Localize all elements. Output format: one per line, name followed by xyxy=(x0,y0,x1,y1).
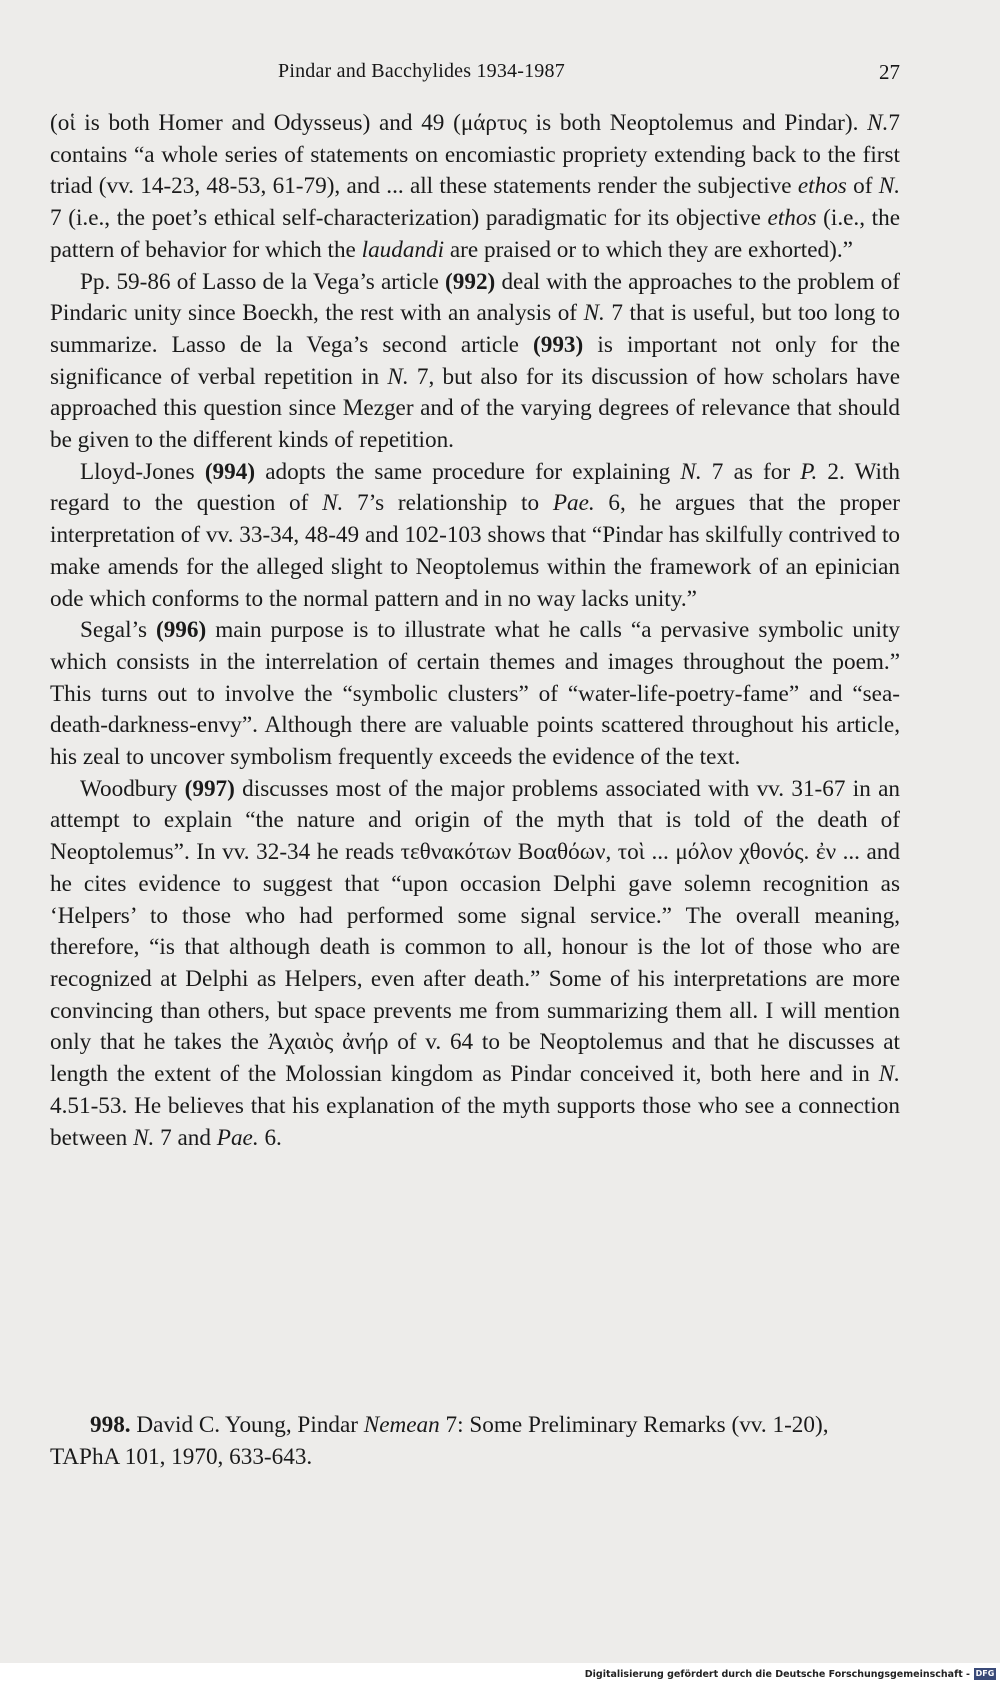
paragraph-2-run-7: N. xyxy=(322,490,344,517)
paragraph-2-run-5: P. xyxy=(800,458,818,485)
paragraph-1-run-8: 7, but also for its discussion of how scholars have approached this question since Mezger and of the varying degrees of relevance that should be given to the different kinds of repetition. xyxy=(50,363,900,454)
paragraph-0-run-9: laudandi xyxy=(361,236,445,263)
paragraph-2-run-1: (994) xyxy=(204,458,256,485)
paragraph-0-run-4: of xyxy=(846,173,879,200)
paragraph-0-run-2: 7 contains “a whole series of statements on encomiastic propriety extending back to the first triad (vv. 14-23, 48-53, 61-79), and ... all these statements render the subjective xyxy=(50,110,900,200)
paragraph-2-run-8: 7’s relationship to xyxy=(343,490,553,517)
paragraph-0-run-1: N. xyxy=(867,110,889,136)
paragraph-1-run-4: 7 that is useful, but too long to summarize. Lasso de la Vega’s second article xyxy=(50,300,900,358)
paragraph-segal xyxy=(50,615,900,774)
paragraph-4-run-5: N. xyxy=(133,1124,155,1151)
paragraph-1-run-1: (992) xyxy=(445,268,496,295)
paragraph-2-run-6: 2. With regard to the question of xyxy=(50,458,901,517)
paragraph-2-run-3: N. xyxy=(680,458,702,485)
paragraph-1-run-2: deal with the approaches to the problem of Pindaric unity since Boeckh, the rest with an analysis of xyxy=(50,268,900,327)
paragraph-4-run-8: 6. xyxy=(258,1124,282,1151)
paragraph-lloyd-jones xyxy=(50,457,900,616)
paragraph-0-run-5: N. xyxy=(878,173,900,200)
paragraph-3-run-1: (996) xyxy=(155,617,207,644)
paragraph-4-run-3: N. xyxy=(878,1061,900,1088)
paragraph-0-run-7: ethos xyxy=(767,205,817,232)
footer-credit: Digitalisierung gefördert durch die Deutsche Forschungsgemeinschaft - xyxy=(584,1669,970,1680)
paragraph-2-run-2: adopts the same procedure for explaining xyxy=(255,458,681,485)
paragraph-2-run-0: Lloyd-Jones xyxy=(80,458,205,485)
paragraph-0-run-6: 7 (i.e., the poet’s ethical self-characterization) paradigmatic for its objective xyxy=(50,205,768,232)
paragraph-2-run-4: 7 as for xyxy=(701,458,801,485)
body-text xyxy=(50,108,900,1154)
running-head xyxy=(50,60,900,90)
paragraph-4-run-2: discusses most of the major problems associated with vv. 31-67 in an attempt to explain “the nature and origin of the myth that is told of the death of Neoptolemus”. In vv. 32-34 he reads τεθνακότων Βοαθόων, τοὶ ... μόλον χθονός. ἐν ... and he cites evidence to suggest that “upon occasion Delphi gave solemn recognition as ‘Helpers’ to those who had performed some signal service.” The overall meaning, therefore, “is that although death is common to all, honour is the lot of those who are recognized at Delphi as Helpers, even after death.” Some of his interpretations are more convincing than others, but space prevents me from summarizing them all. I will mention only that he takes the Ἀχαιὸς ἀνήρ of v. 64 to be Neoptolemus and that he discusses at length the extent of the Molossian kingdom as Pindar conceived it, both here and in xyxy=(50,775,900,1088)
paragraph-0-run-10: are praised or to which they are exhorted).” xyxy=(444,236,853,263)
bibliography-entry-998 xyxy=(50,1410,900,1473)
paragraph-1-run-7: N. xyxy=(387,363,409,390)
paragraph-woodbury xyxy=(50,774,900,1154)
paragraph-4-run-6: 7 and xyxy=(154,1124,217,1151)
paragraph-4-run-4: 4.51-53. He believes that his explanation of the myth supports those who see a connection between xyxy=(50,1092,900,1151)
running-title: Pindar and Bacchylides 1934-1987 xyxy=(278,60,565,82)
footer-strip xyxy=(0,1663,1000,1683)
paragraph-4-run-7: Pae. xyxy=(216,1124,259,1151)
paragraph-4-run-0: Woodbury xyxy=(80,775,185,802)
entry-text-run-1: Nemean xyxy=(363,1412,440,1438)
paragraph-3-run-2: main purpose is to illustrate what he calls “a pervasive symbolic unity which consists in the interrelation of certain themes and images throughout the poem.” This turns out to involve the “symbolic clusters” of “water-life-poetry-fame” and “sea-death-darkness-envy”. Although there are valuable points scattered throughout his article, his zeal to uncover symbolism frequently exceeds the evidence of the text. xyxy=(50,617,900,771)
paragraph-1-run-3: N. xyxy=(583,300,605,327)
paragraph-2-run-10: 6, he argues that the proper interpretation of vv. 33-34, 48-49 and 102-103 shows that “Pindar has skilfully contrived to make amends for the alleged slight to Neoptolemus within the framework of an epinician ode which conforms to the normal pattern and in no way lacks unity.” xyxy=(50,490,900,612)
paragraph-1-run-0: Pp. 59-86 of Lasso de la Vega’s article xyxy=(80,268,446,295)
entry-text xyxy=(50,1412,829,1470)
paragraph-lasso-de-la-vega xyxy=(50,267,900,457)
entry-text-run-0: David C. Young, Pindar xyxy=(130,1412,364,1438)
dfg-logo: DFG xyxy=(975,1669,995,1678)
paragraph-0-run-8: (i.e., the pattern of behavior for which the xyxy=(50,205,900,263)
paragraph-1-run-5: (993) xyxy=(533,331,584,358)
paragraph-1-run-6: is important not only for the significance of verbal repetition in xyxy=(50,331,900,390)
paragraph-4-run-1: (997) xyxy=(184,775,235,802)
paragraph-2-run-9: Pae. xyxy=(552,490,595,517)
paragraph-0-run-0: (οἱ is both Homer and Odysseus) and 49 (μάρτυς is both Neoptolemus and Pindar). xyxy=(50,110,868,136)
paragraph-0-run-3: ethos xyxy=(797,173,847,200)
entry-number: 998. xyxy=(90,1412,131,1438)
page-number: 27 xyxy=(879,60,900,84)
entry-text-run-2: 7: Some Preliminary Remarks (vv. 1-20), TAPhA 101, 1970, 633-643. xyxy=(50,1412,829,1470)
paragraph-odysseus xyxy=(50,108,900,267)
paragraph-3-run-0: Segal’s xyxy=(80,617,156,644)
